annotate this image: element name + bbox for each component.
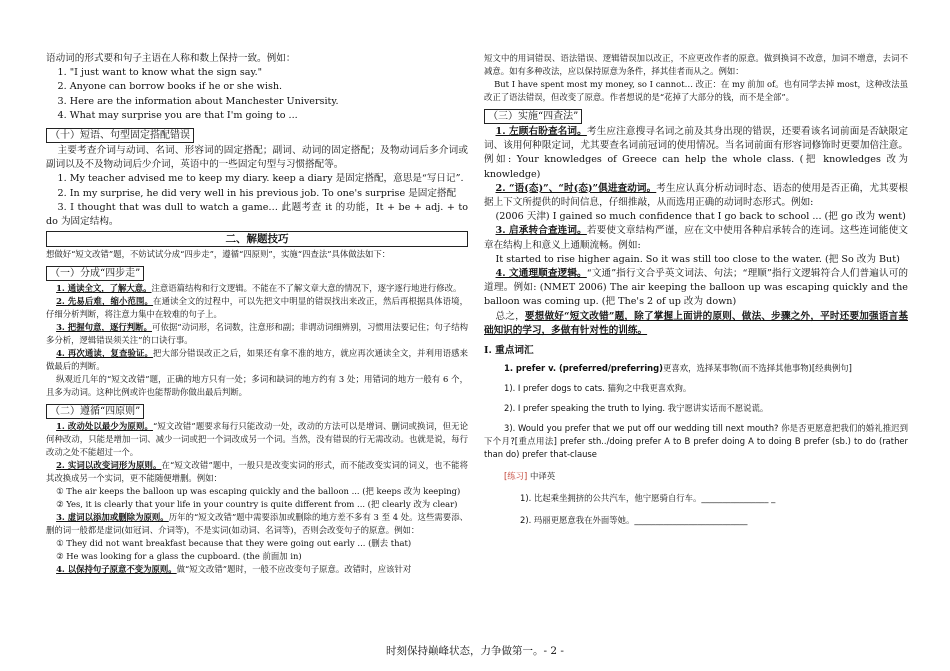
example-line: 3. I thought that was dull to watch a game… 此题考查 it 的功能，It + be + adj. + to do 为固定结构。 <box>46 201 468 228</box>
method-4: 4. 文通理顺查逻辑。“文通”指行文合乎英文词法、句法；“理顺”指行文逻辑符合人们普遍认可的道理。例如: (NMET 2006) The air keeping the balloon up was escaping quickly and the balloon was coming up. (把 The's 2 of up 改为 down) <box>484 268 908 308</box>
principle-3: 3. 虚词以添加或删除为原则。历年的“短文改错”题中需要添加或删除的地方差不多有 3 至 4 处。这些需要添、删的词一般都是虚词(如冠词、介词等)，不是实词(如动词、名词等)，否则会改变句子的原意。例如： <box>46 512 468 536</box>
step-item: 2. 先易后难，缩小范围。在通读全文的过程中，可以先把文中明显的错误找出来改正，然后再根据具体语境，仔细分析判断，将注意力集中在较难的句子上。 <box>46 296 468 320</box>
principle-1: 1. 改动处以最少为原则。“短文改错”题要求每行只能改动一处，改动的方法可以是增词、删词或换词，但无论何种改动，只能是增加一词、减少一词或把一个词改成另一个词。当然，没有错误的行无需改动。也就是说，每行改动之处不能超过一个。 <box>46 421 468 458</box>
practice-question-1: 1). 比起乘坐拥挤的公共汽车，他宁愿骑自行车。________________ _ <box>520 493 776 504</box>
part-2-intro: 想做好“短文改错”题，不妨试试分成“四步走”，遵循“四原则”，实施“四查法”具体做法如下： <box>46 249 391 260</box>
practice-heading: [练习] 中译英 <box>504 471 556 482</box>
example-line: It started to rise higher again. So it was still too close to the water. (把 So 改为 But) <box>495 253 900 265</box>
step-item: 1. 通读全文，了解大意。注意语篇结构和行文逻辑。不能在不了解文章大意的情况下，逐字逐行地进行修改。 <box>56 283 462 294</box>
principle-4-continued: 短文中的用词错误、语法错误、逻辑错误加以改正，不应更改作者的原意。做到换词不改意，加词不增意，去词不减意。如有多种改法，应以保持原意为条件，择其佳者而从之。例如： <box>484 53 908 76</box>
summary-text: 纵观近几年的“短文改错”题，正确的地方只有一处；多词和缺词的地方约有 3 处；用错词的地方一般有 6 个，且多为动词。这种比例或许也能帮助你做出最后判断。 <box>46 374 468 398</box>
page-footer: 时刻保持巅峰状态，力争做第一。- 2 - <box>386 645 564 657</box>
prefer-entry: 1. prefer v. (preferred/preferring)更喜欢，选择某事物(而不选择其他事物)[经典例句] <box>504 363 852 374</box>
section-10-body: 主要考查介词与动词、名词、形容词的固定搭配；副词、动词的固定搭配；及物动词后多介词或副词以及不及物动词后少介词，英语中的一些固定句型与习惯搭配等。 <box>46 145 468 171</box>
method-3: 3. 启承转合查连词。若要使文章结构严谨，应在文中使用各种启承转合的连词。这些连词能使文章在结构上和意义上通顺流畅。例如: <box>484 225 908 251</box>
sub-1-heading: （一）分成“四步走” <box>46 266 144 281</box>
agreement-intro: 语动词的形式要和句子主语在人称和数上保持一致。例如： <box>46 53 296 64</box>
conclusion: 总之，要想做好“短文改错”题，除了掌握上面讲的原则、做法、步骤之外，平时还要加强语言基础知识的学习，多做有针对性的训练。 <box>484 310 908 336</box>
step-item: 4. 再次通读，复查验证。把大部分错误改正之后，如果还有拿不准的地方，就应再次通读全文，并利用语感来做最后的判断。 <box>46 348 468 372</box>
method-1: 1. 左顾右盼查名词。考生应注意搜寻名词之前及其身出现的错误，还要看该名词前面是否缺限定词、该用何种限定词，尤其要查名词前冠词的使用情况。当名词前面有形容词修饰时更要加倍注意。例如: Your knowledges of Greece can help the whole class. (把 knowledges 改为 knowledge) <box>484 126 908 180</box>
example-line: 3. Here are the information about Manchester University. <box>57 95 339 107</box>
example-line: ② He was looking for a glass the cupboard. (the 前面加 in) <box>56 551 302 562</box>
example-line: (2006 天津) I gained so much confidence that I go back to school ... (把 go 改为 went) <box>495 211 906 223</box>
left-column <box>46 52 468 576</box>
sub-2-heading: （二）遵循“四原则” <box>46 404 144 419</box>
principle-4-example: But I have spent most my money, so I cannot… 改正：在 my 前加 of。也有同学去掉 most，这种改法虽改正了语法错误，但改变了原意。作者想说的是“花掉了大部分的钱，而不是全部”。 <box>484 79 908 102</box>
principle-4: 4. 以保持句子原意不变为原则。做“短文改错”题时，一般不应改变句子原意。改错时，应该针对 <box>56 564 412 575</box>
example-3: 3). Would you prefer that we put off our wedding till next mouth? 你是否更愿意把我们的婚礼推迟到下个月?[重点用法] prefer sth../doing prefer A to B prefer doing A to doing B prefer (sb.) to do (rather than do) prefer that-clause <box>484 423 908 460</box>
example-2: 2). I prefer speaking the truth to lying. 我宁愿讲实话而不愿说谎。 <box>504 403 769 414</box>
section-10-heading: （十）短语、句型固定搭配错误 <box>46 128 194 143</box>
example-line: 1. "I just want to know what the sign say." <box>57 67 263 79</box>
practice-question-2: 2). 玛丽更愿意我在外面等她。___________________________ <box>520 515 748 526</box>
example-line: 2. In my surprise, he did very well in his previous job. To one's surprise 是固定搭配 <box>57 187 457 199</box>
right-column <box>484 52 908 527</box>
example-line: 4. What may surprise you are that I'm going to ... <box>57 109 298 121</box>
example-1: 1). I prefer dogs to cats. 猫狗之中我更喜欢狗。 <box>504 383 692 394</box>
example-line: 2. Anyone can borrow books if he or she wish. <box>57 81 283 93</box>
principle-2: 2. 实词以改变词形为原则。在“短文改错”题中，一般只是改变实词的形式，而不能改变实词的词义，也不能将其改换成另一个实词，更不能随便增删。例如： <box>46 460 468 484</box>
method-2: 2. “语(态)”、“时(态)”俱进查动词。考生应认真分析动词时态、语态的使用是否正确，尤其要根据上下文所提供的时间信息，仔细推敲，从而选用正确的动词时态形式。例如: <box>484 182 908 209</box>
example-line: ② Yes, it is clearly that your life in your country is quite different from ... (把 clearly 改为 clear) <box>56 499 458 510</box>
example-line: ① They did not want breakfast because that they were going out early ... (删去 that) <box>56 538 412 549</box>
sub-3-heading: （三）实施“四查法” <box>484 109 582 124</box>
example-line: ① The air keeps the balloon up was escaping quickly and the balloon ... (把 keeps 改为 keeping) <box>56 486 461 497</box>
part-2-title: 二、解题技巧 <box>46 231 468 247</box>
step-item: 3. 把握句意，逐行判断。可依据“动词形，名词数，注意形和副；非谓动词细辨别，习惯用法要记住；句子结构多分析，逻辑错误须关注”的口诀行事。 <box>46 322 468 346</box>
vocab-heading: I. 重点词汇 <box>484 345 534 357</box>
example-line: 1. My teacher advised me to keep my diary. keep a diary 是固定搭配，意思是“写日记”. <box>57 173 464 185</box>
